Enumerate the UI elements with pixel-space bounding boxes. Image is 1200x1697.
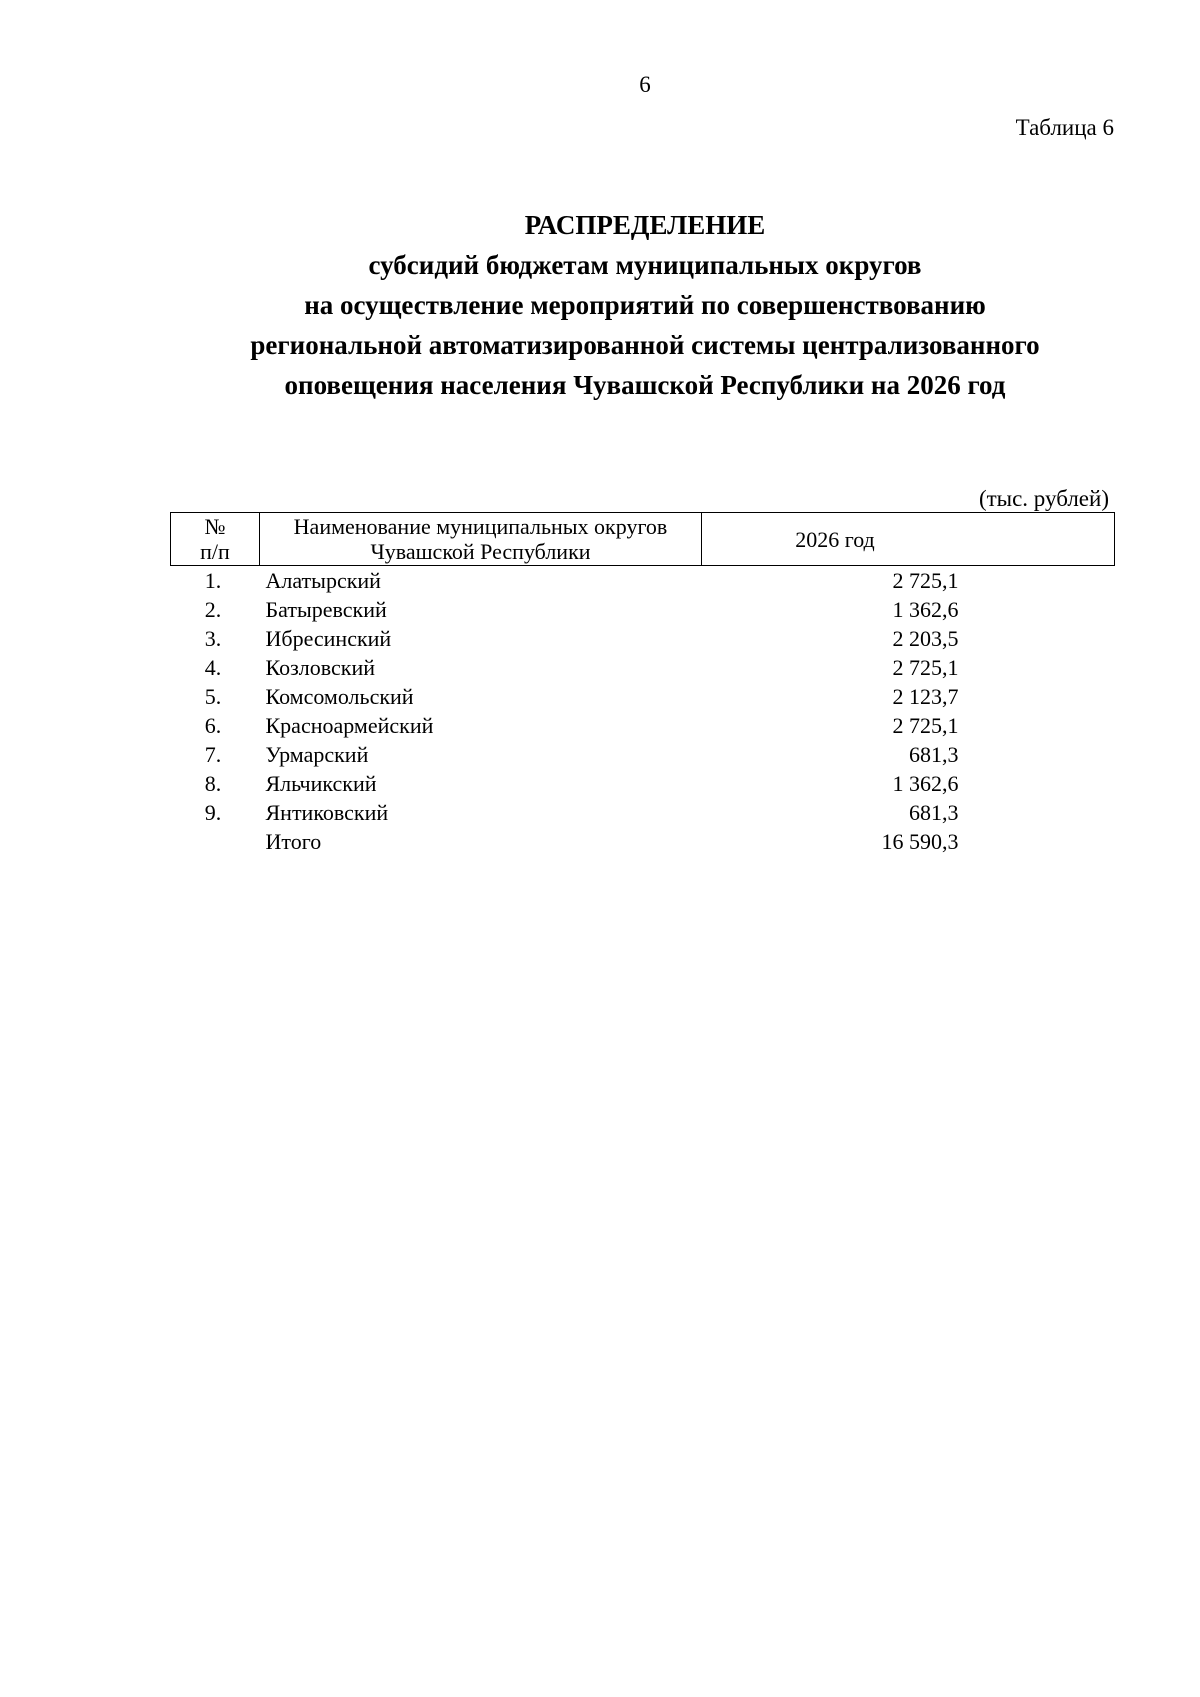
- row-number: 1.: [204, 568, 222, 593]
- row-district-name: Комсомольский: [265, 684, 414, 709]
- header-number-line-1: №: [204, 514, 226, 539]
- row-district-name: Алатырский: [265, 568, 381, 593]
- table-row: [171, 711, 1115, 740]
- total-number: [171, 827, 260, 856]
- table-row: [171, 624, 1115, 653]
- row-number: 6.: [204, 713, 222, 738]
- row-district-name: Красноармейский: [265, 713, 434, 738]
- table-row: [171, 740, 1115, 769]
- row-amount: 681,3: [909, 742, 959, 767]
- units-label: (тыс. рублей): [978, 486, 1109, 511]
- header-number: [171, 513, 260, 566]
- distribution-table: [170, 512, 1115, 856]
- row-amount: 681,3: [909, 800, 959, 825]
- row-amount: 2 725,1: [892, 713, 959, 738]
- table-header: [171, 513, 1115, 566]
- total-label: Итого: [265, 829, 322, 854]
- row-number: 9.: [204, 800, 222, 825]
- title-line-2: субсидий бюджетам муниципальных округов: [368, 250, 922, 280]
- title-line-1: РАСПРЕДЕЛЕНИЕ: [524, 210, 766, 240]
- row-amount: 2 725,1: [892, 568, 959, 593]
- row-amount: 1 362,6: [892, 771, 959, 796]
- header-name-line-1: Наименование муниципальных округов: [293, 514, 668, 539]
- row-amount: 1 362,6: [892, 597, 959, 622]
- table-row: [171, 595, 1115, 624]
- title-line-5: оповещения населения Чувашской Республики на 2026 год: [284, 370, 1006, 400]
- total-row: [171, 827, 1115, 856]
- row-number: 2.: [204, 597, 222, 622]
- table-row: [171, 653, 1115, 682]
- row-amount: 2 203,5: [892, 626, 959, 651]
- row-amount: 2 725,1: [892, 655, 959, 680]
- document-title: [0, 205, 1200, 405]
- row-number: 7.: [204, 742, 222, 767]
- table-label: Таблица 6: [1015, 115, 1114, 140]
- header-number-line-2: п/п: [200, 539, 230, 564]
- table-row: [171, 566, 1115, 596]
- header-name-line-2: Чувашской Республики: [370, 539, 591, 564]
- row-amount: 2 123,7: [892, 684, 959, 709]
- title-line-4: региональной автоматизированной системы централизованного: [250, 330, 1040, 360]
- row-number: 5.: [204, 684, 222, 709]
- header-row: [171, 513, 1115, 566]
- table-row: [171, 769, 1115, 798]
- row-district-name: Ибресинский: [265, 626, 392, 651]
- row-district-name: Козловский: [265, 655, 376, 680]
- row-number: 4.: [204, 655, 222, 680]
- row-district-name: Урмарский: [265, 742, 369, 767]
- row-district-name: Янтиковский: [265, 800, 389, 825]
- table-row: [171, 682, 1115, 711]
- row-number: 8.: [204, 771, 222, 796]
- table-body: [171, 566, 1115, 857]
- row-number: 3.: [204, 626, 222, 651]
- page-number: 6: [639, 72, 651, 97]
- row-district-name: Яльчикский: [265, 771, 377, 796]
- table-row: [171, 798, 1115, 827]
- header-year: 2026 год: [702, 513, 1115, 566]
- header-district-name: [260, 513, 702, 566]
- title-line-3: на осуществление мероприятий по совершенствованию: [304, 290, 986, 320]
- row-district-name: Батыревский: [265, 597, 387, 622]
- total-amount: 16 590,3: [881, 829, 959, 854]
